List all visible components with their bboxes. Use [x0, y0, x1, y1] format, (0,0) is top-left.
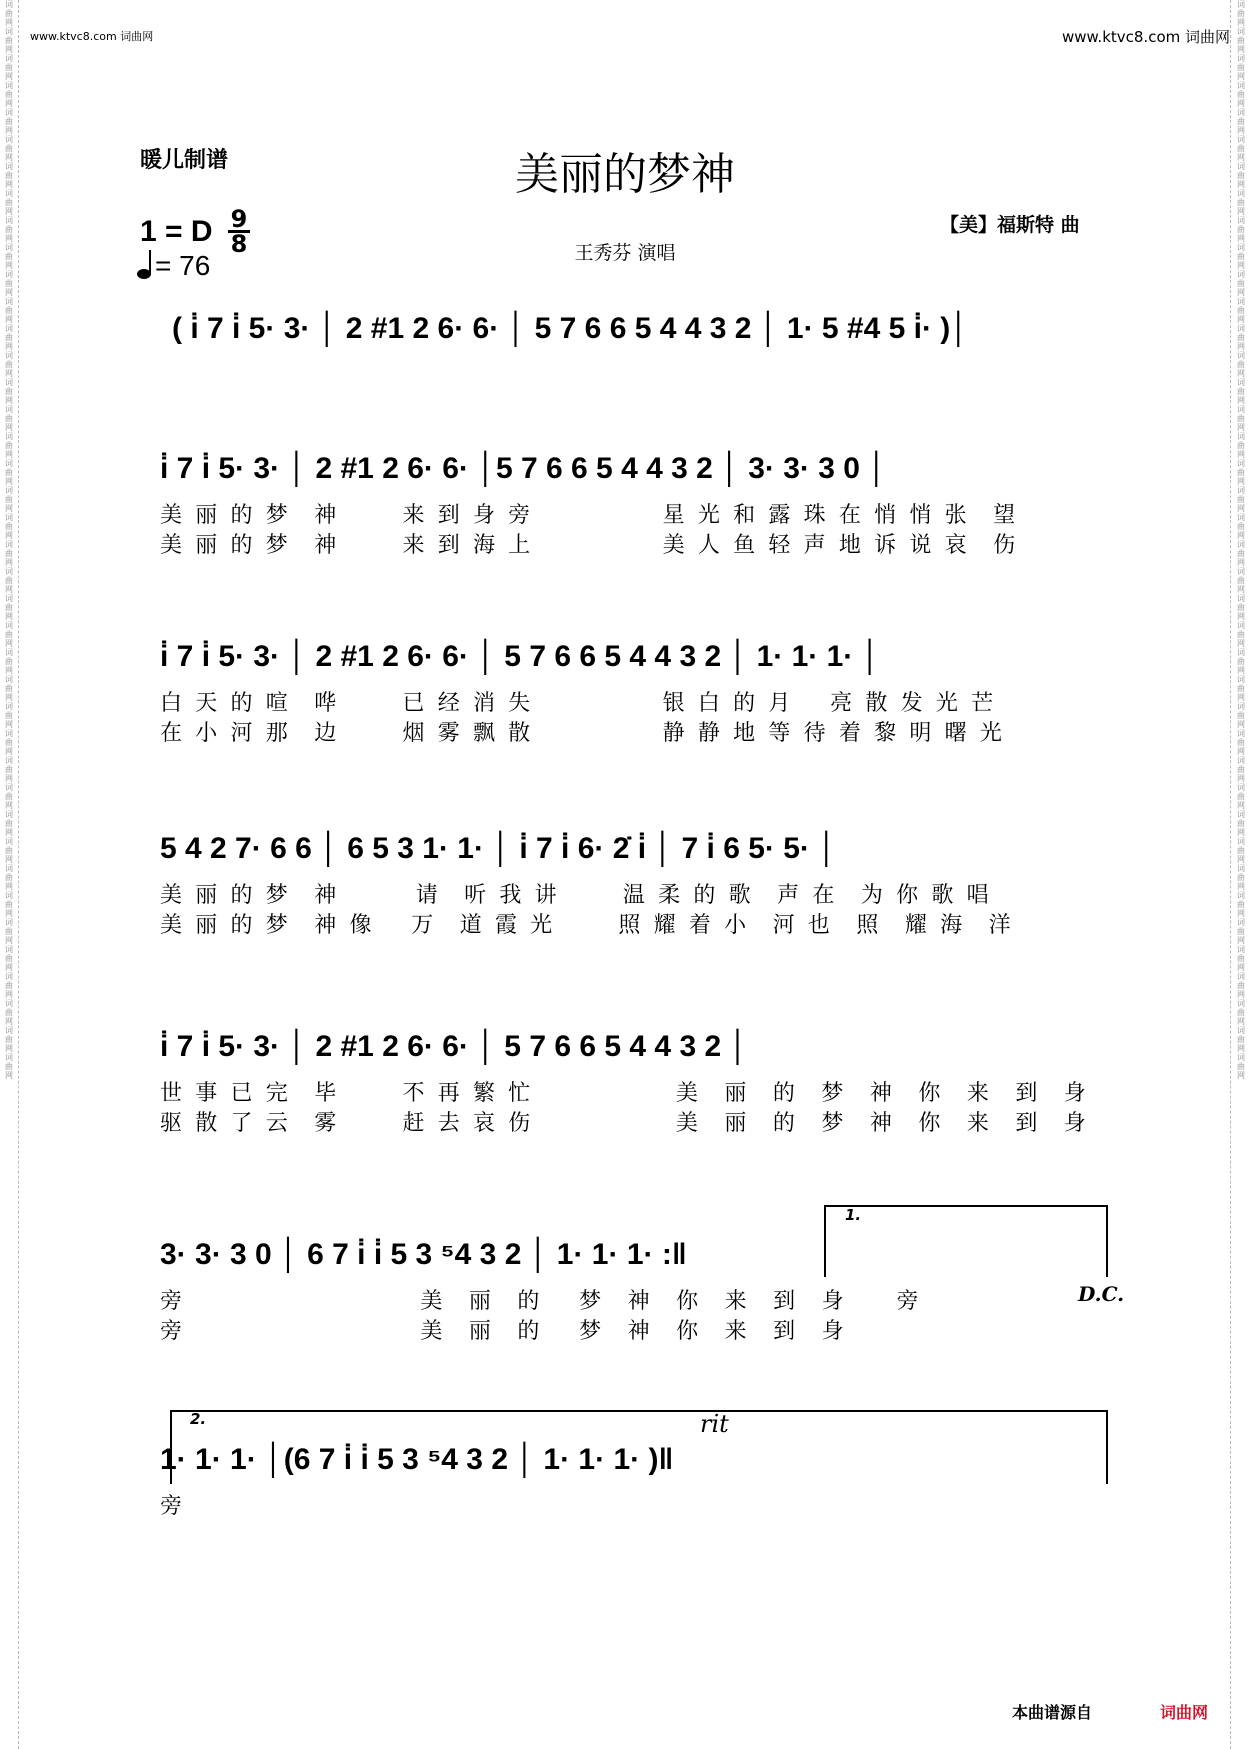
- lyrics-verse-1: 美 丽 的 梦 神 请 听 我 讲 温 柔 的 歌 声 在 为 你 歌 唱: [160, 883, 989, 908]
- lyrics-verse-2: 驱 散 了 云 雾 赶 去 哀 伤 美 丽 的 梦 神 你 来 到 身: [160, 1111, 1086, 1136]
- lyrics-verse-2: 美 丽 的 梦 神 像 万 道 霞 光 照 耀 着 小 河 也 照 耀 海 洋: [160, 913, 1011, 938]
- volta-label-2: 2.: [190, 1410, 207, 1428]
- volta-bracket-1: [824, 1205, 1108, 1277]
- score-composer: 【美】福斯特 曲: [940, 214, 1080, 236]
- lyrics-verse-1: 旁 美 丽 的 梦 神 你 来 到 身 旁: [160, 1289, 919, 1314]
- lyrics-verse-2: 旁 美 丽 的 梦 神 你 来 到 身: [160, 1319, 844, 1344]
- footer-source: 本曲谱源自: [1012, 1703, 1093, 1722]
- notes-line: 5 4 2 7· 6 6 │ 6 5 3 1· 1· │ i̇ 7 i̇ 6· 2̇ i̇ │ 7 i̇ 6 5· 5· │: [160, 832, 837, 865]
- lyrics-verse-1: 世 事 已 完 毕 不 再 繁 忙 美 丽 的 梦 神 你 来 到 身: [160, 1081, 1086, 1106]
- header-left-url: www.ktvc8.com 词曲网: [30, 30, 154, 43]
- lyrics-verse-1: 旁: [160, 1494, 183, 1519]
- da-capo-marking: D.C.: [1078, 1282, 1125, 1306]
- lyrics-verse-1: 美 丽 的 梦 神 来 到 身 旁 星 光 和 露 珠 在 悄 悄 张 望: [160, 503, 1016, 528]
- score-title: 美丽的梦神: [515, 149, 735, 200]
- score-maker: 暖儿制谱: [140, 148, 229, 173]
- notes-line: i̇ 7 i̇ 5· 3· │ 2 #1 2 6· 6· │ 5 7 6 6 5 4 4 3 2 │ 1· 1· 1· │: [160, 640, 881, 673]
- tempo-marking: = 76: [155, 250, 211, 281]
- key-signature: 1 = D: [140, 215, 213, 248]
- notes-line: i̇ 7 i̇ 5· 3· │ 2 #1 2 6· 6· │5 7 6 6 5 4 4 3 2 │ 3· 3· 3 0 │: [160, 452, 888, 485]
- ritardando-marking: rit: [700, 1410, 729, 1438]
- score-singer: 王秀芬 演唱: [574, 242, 676, 264]
- lyrics-verse-2: 在 小 河 那 边 烟 雾 飘 散 静 静 地 等 待 着 黎 明 曙 光: [160, 721, 1002, 746]
- footer-brand: 词曲网: [1160, 1703, 1209, 1722]
- header-right-url: www.ktvc8.com 词曲网: [1062, 28, 1231, 46]
- notes-line: 1· 1· 1· │(6 7 i̇ i̇ 5 3 ⁵4 3 2 │ 1· 1· 1· )‖: [160, 1443, 674, 1476]
- notes-line: ( i̇ 7 i̇ 5· 3· │ 2 #1 2 6· 6· │ 5 7 6 6 5 4 4 3 2 │ 1· 5 #4 5 i̇· )│: [172, 312, 970, 345]
- meter-top: 9: [230, 205, 248, 233]
- left-side-watermark: 词曲网词曲网词曲网词曲网词曲网词曲网词曲网词曲网词曲网词曲网词曲网词曲网词曲网词曲网词曲网词曲网词曲网词曲网词曲网词曲网词曲网词曲网词曲网词曲网词曲网词曲网词曲网词曲网词曲网词曲网词曲网词曲网词曲网词曲网词曲网词曲网词曲网词曲网词曲网词曲网: [5, 0, 13, 1080]
- volta-label-1: 1.: [845, 1206, 862, 1224]
- lyrics-verse-2: 美 丽 的 梦 神 来 到 海 上 美 人 鱼 轻 声 地 诉 说 哀 伤: [160, 533, 1016, 558]
- notes-line: i̇ 7 i̇ 5· 3· │ 2 #1 2 6· 6· │ 5 7 6 6 5 4 4 3 2 │: [160, 1030, 749, 1063]
- meter-bottom: 8: [230, 230, 248, 258]
- right-side-watermark: 词曲网词曲网词曲网词曲网词曲网词曲网词曲网词曲网词曲网词曲网词曲网词曲网词曲网词曲网词曲网词曲网词曲网词曲网词曲网词曲网词曲网词曲网词曲网词曲网词曲网词曲网词曲网词曲网词曲网词曲网词曲网词曲网词曲网词曲网词曲网词曲网词曲网词曲网词曲网词曲网: [1237, 0, 1245, 1080]
- notes-line: 3· 3· 3 0 │ 6 7 i̇ i̇ 5 3 ⁵4 3 2 │ 1· 1· 1· :‖: [160, 1238, 687, 1271]
- time-signature: [228, 205, 250, 258]
- lyrics-verse-1: 白 天 的 喧 哗 已 经 消 失 银 白 的 月 亮 散 发 光 芒: [160, 691, 994, 716]
